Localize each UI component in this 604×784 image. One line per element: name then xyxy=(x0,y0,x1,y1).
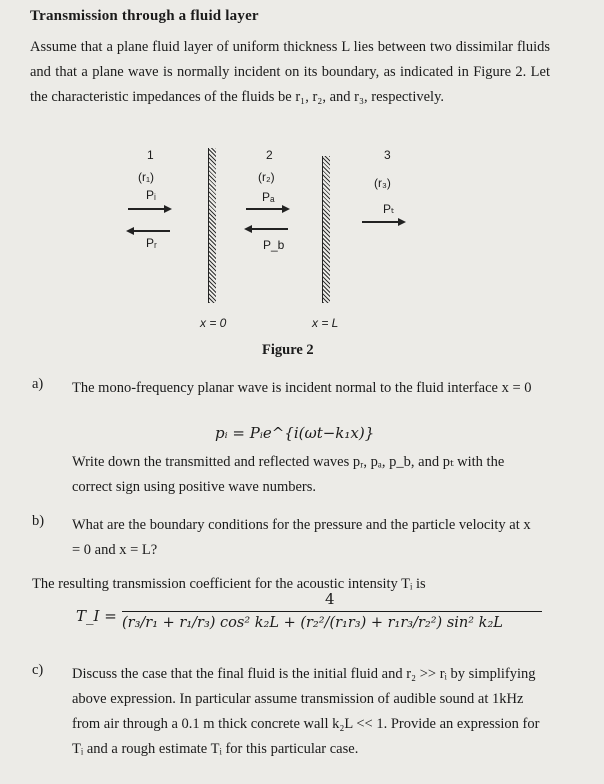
xL-label: x = L xyxy=(312,316,339,330)
wave-pr-label: Pᵣ xyxy=(146,236,157,250)
wave-pa-label: Pₐ xyxy=(262,190,275,204)
transmission-lhs: T_I = xyxy=(76,607,117,625)
intro-paragraph: Assume that a plane fluid layer of uniform thickness L lies between two dissimilar fluids and that a plane wave is normally incident on its boundary, as indicated in Figure 2. Let the characteristic impedances of the fluids be r₁, r₂, and r₃, respectively. xyxy=(30,39,550,105)
part-b-label: b) xyxy=(32,513,45,529)
incident-arrow xyxy=(128,208,170,210)
x0-label: x = 0 xyxy=(200,316,227,330)
wave-pt-label: Pₜ xyxy=(383,202,395,216)
figure-2 xyxy=(100,138,460,358)
impedance-r3: (r₃) xyxy=(374,176,391,190)
impedance-r1: (r₁) xyxy=(138,170,155,184)
transmitted-arrow xyxy=(362,221,404,223)
wall-xL xyxy=(322,156,330,303)
reflected-arrow xyxy=(128,230,170,232)
layer-backward-arrow xyxy=(246,228,288,230)
layer-forward-arrow xyxy=(246,208,288,210)
impedance-r2: (r₂) xyxy=(258,170,275,184)
wave-pb-label: P_b xyxy=(263,238,285,252)
wave-pi-label: Pᵢ xyxy=(146,188,156,202)
part-a-text: The mono-frequency planar wave is incident normal to the fluid interface x = 0 xyxy=(72,380,532,396)
result-text: The resulting transmission coefficient for the acoustic intensity Tᵢ is xyxy=(32,576,426,592)
part-c-label: c) xyxy=(32,662,44,678)
incident-wave-equation: pᵢ = Pᵢe^{i(ωt−k₁x)} xyxy=(215,424,375,442)
figure-caption: Figure 2 xyxy=(262,342,314,358)
region-1-label: 1 xyxy=(147,148,154,162)
part-a-instruction: Write down the transmitted and reflected waves pᵣ, pₐ, p_b, and pₜ with the correct sign using positive wave numbers. xyxy=(72,454,505,495)
wall-x0 xyxy=(208,148,216,303)
fraction-bar xyxy=(122,611,542,612)
part-a-label: a) xyxy=(32,376,44,392)
fraction-denominator: (r₃/r₁ + r₁/r₃) cos² k₂L + (r₂²/(r₁r₃) + r₁r₃/r₂²) sin² k₂L xyxy=(122,615,503,631)
part-b-text: What are the boundary conditions for the pressure and the particle velocity at x = 0 and x = L? xyxy=(72,517,531,558)
region-2-label: 2 xyxy=(266,148,273,162)
problem-title: Transmission through a fluid layer xyxy=(30,8,259,24)
part-c-text: Discuss the case that the final fluid is the initial fluid and r₂ >> rᵢ by simplifying above expression. In particular assume transmission of audible sound at 1kHz from air through a 0.1 m thick concrete wall k₂L << 1. Provide an expression for Tᵢ and a rough estimate Tᵢ for this particular case. xyxy=(72,666,540,757)
region-3-label: 3 xyxy=(384,148,391,162)
fraction-numerator: 4 xyxy=(325,590,335,608)
